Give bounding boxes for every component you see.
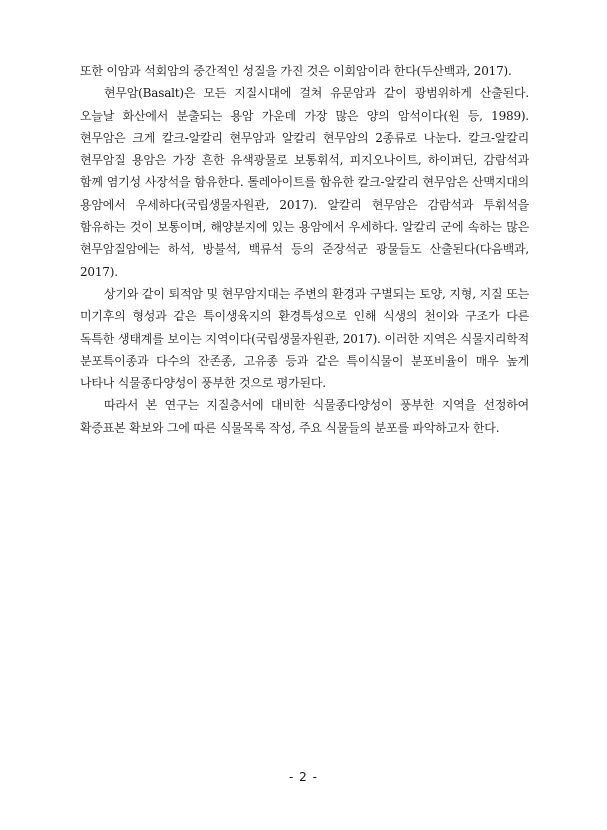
paragraph-habitat: 상기와 같이 퇴적암 및 현무암지대는 주변의 환경과 구별되는 토양, 지형, 지질 또는 미기후의 형성과 같은 특이생육지의 환경특성으로 인해 식생의 천이와 구조가 다른 독특한 생태계를 보이는 지역이다(국립생물자원관, 2017). 이러한 지역은 식물지리학적 분포특이종과 다수의 잔존종, 고유종 등과 같은 특이식물이 분포비율이 매우 높게 나타나 식물종다양성이 풍부한 것으로 평가된다. xyxy=(80,286,529,391)
paragraph-basalt: 현무암(Basalt)은 모든 지질시대에 걸쳐 유문암과 같이 광범위하게 산출된다. 오늘날 화산에서 분출되는 용암 가운데 가장 많은 양의 암석이다(원 등, 1989). 현무암은 크게 칼크-알칼리 현무암과 알칼리 현무암의 2종류로 나눈다. 칼크-알칼리 현무암질 용암은 가장 흔한 유색광물로 보통휘석, 피지오나이트, 하이퍼딘, 감람석과 함께 염기성 사장석을 함유한다. 톨레아이트를 함유한 칼크-알칼리 현무암은 산맥지대의 용암에서 우세하다(국립생물자원관, 2017). 알칼리 현무암은 감람석과 투휘석을 함유하는 것이 보통이며, 해양분지에 있는 용암에서 우세하다. 알칼리 군에 속하는 많은 현무암질암에는 하석, 방불석, 백류석 등의 준장석군 광물들도 산출된다(다음백과, 2017). xyxy=(80,86,529,279)
page-number: - 2 - xyxy=(289,770,318,784)
paragraph-research-aim: 따라서 본 연구는 지질층서에 대비한 식물종다양성이 풍부한 지역을 선정하여 확증표본 확보와 그에 따른 식물목록 작성, 주요 식물들의 분포를 파악하고자 한다. xyxy=(80,398,529,435)
paragraph-continuation: 또한 이암과 석회암의 중간적인 성질을 가진 것은 이회암이라 한다(두산백과, 2017). xyxy=(80,64,512,78)
document-body xyxy=(80,60,529,439)
